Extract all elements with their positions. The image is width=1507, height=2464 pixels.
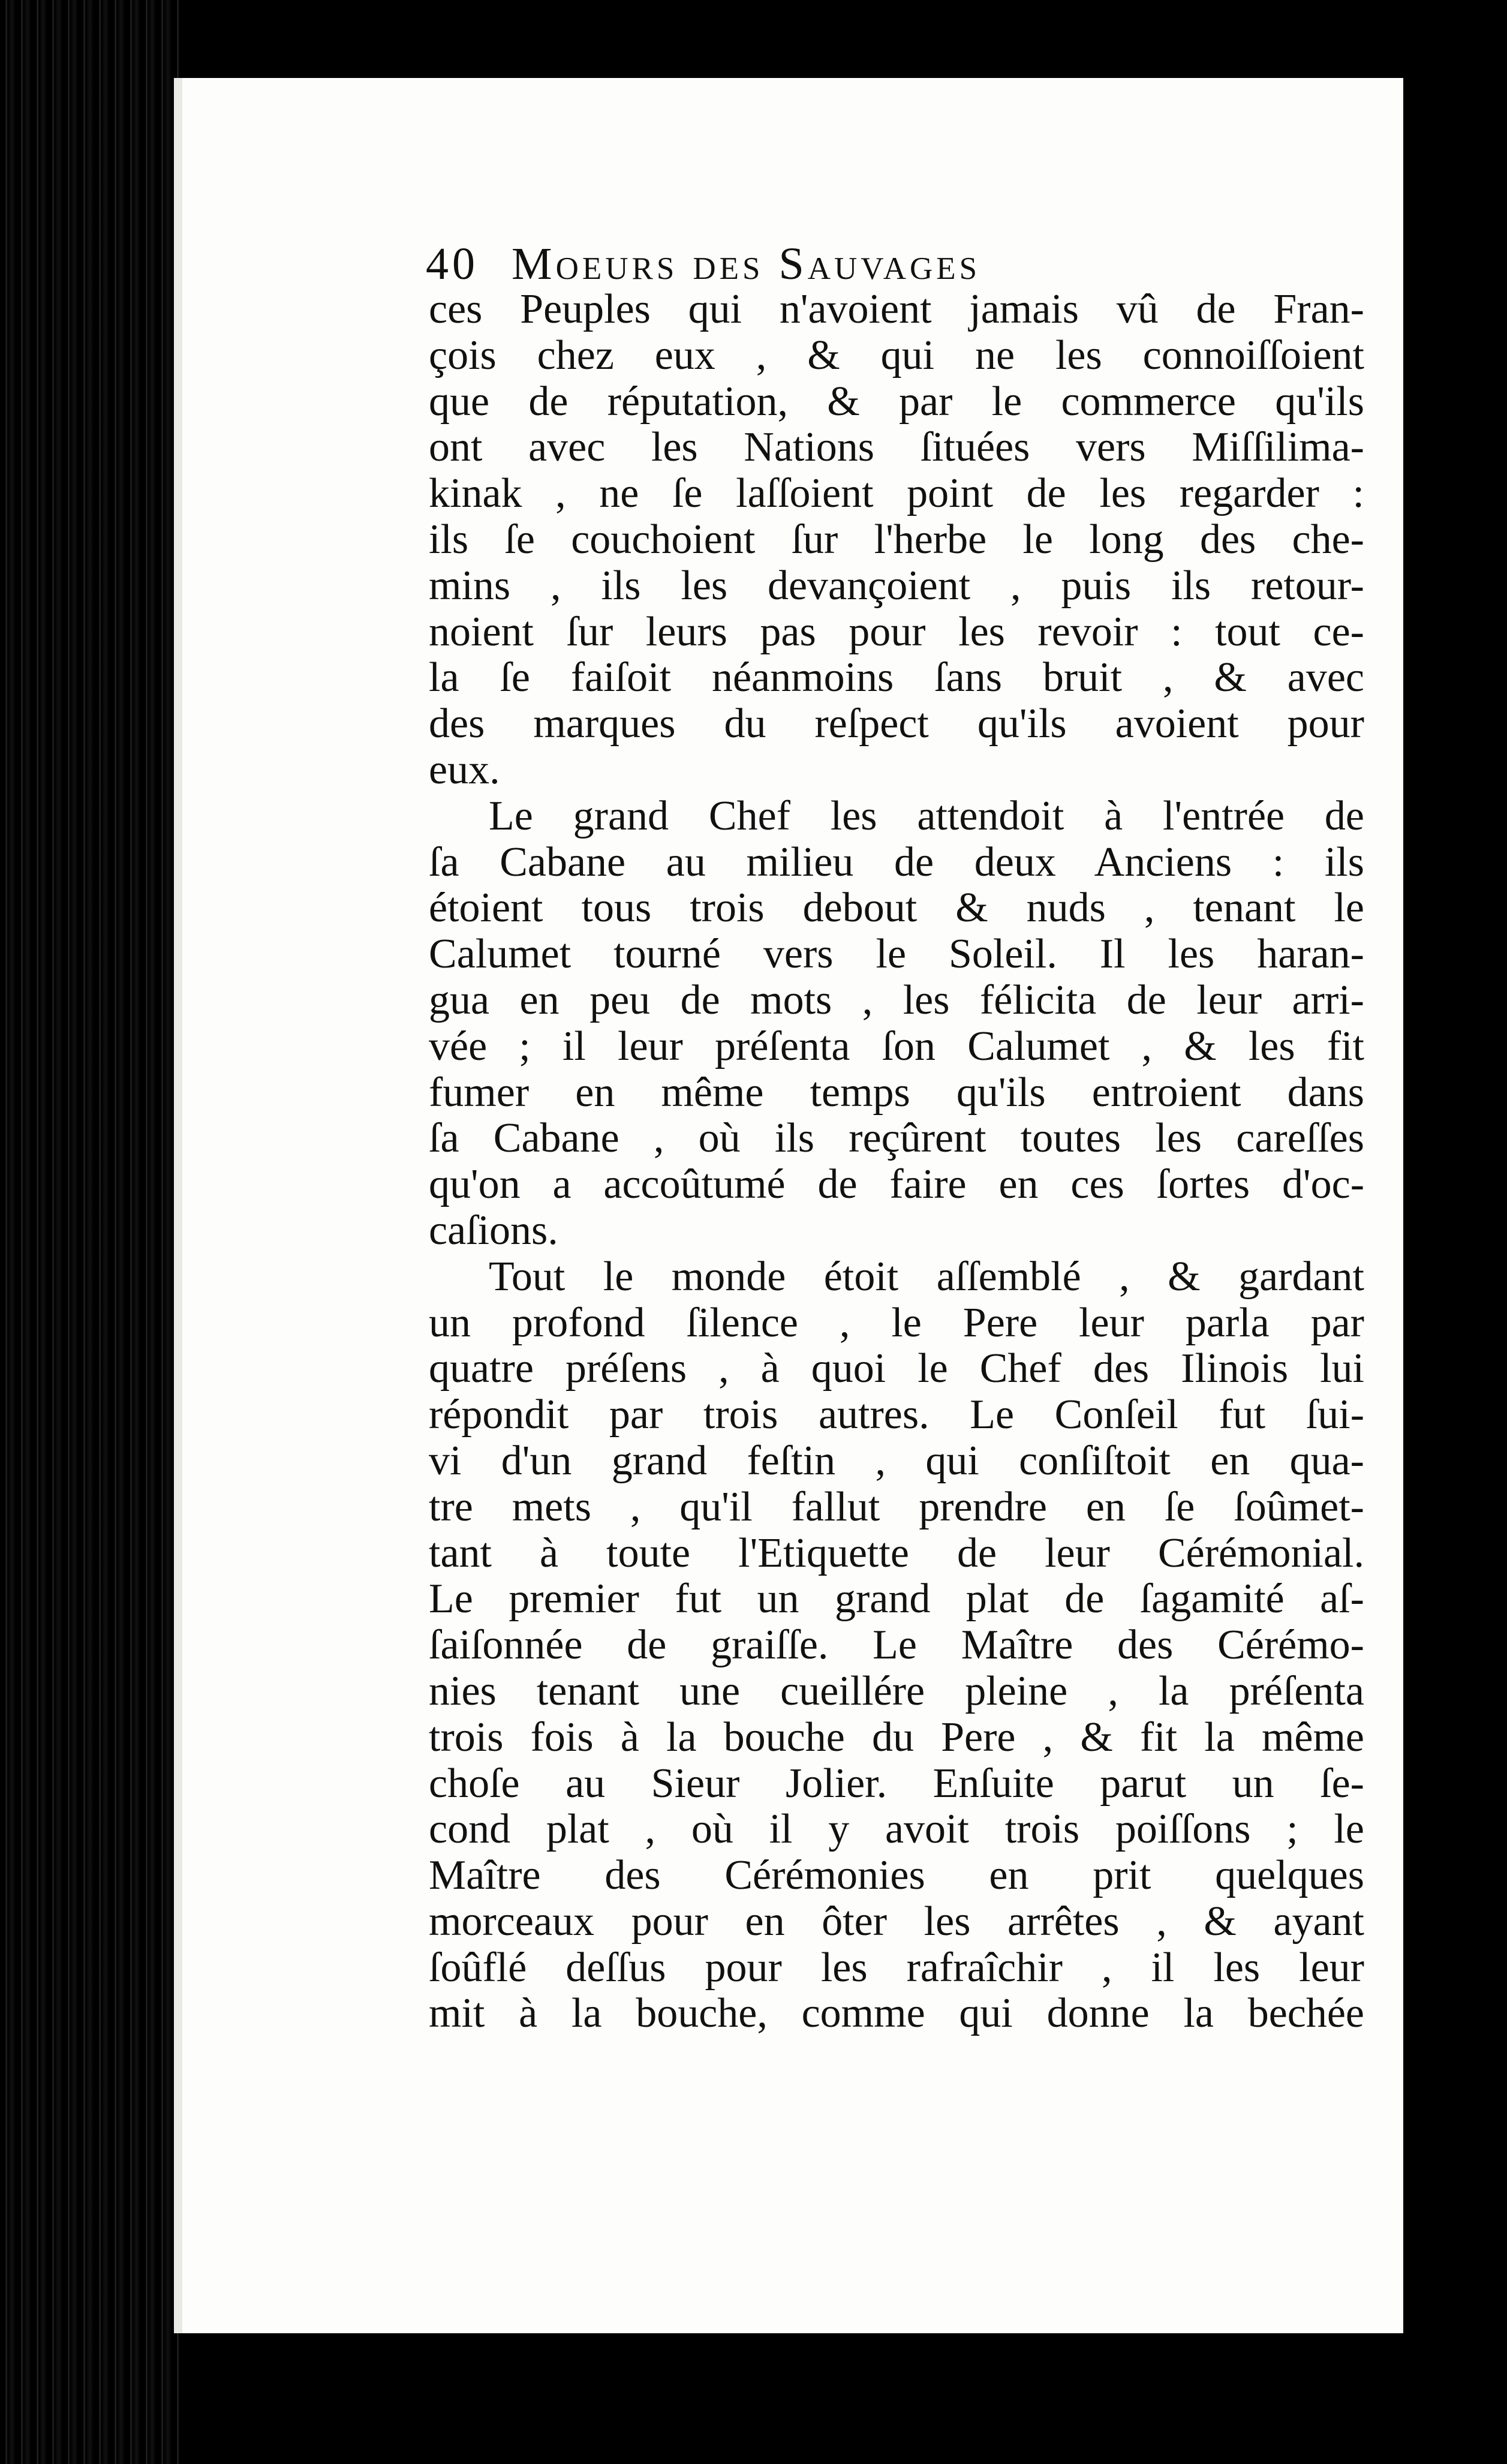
text-line: cond plat , où il y avoit trois poiſſons ; le [429, 1807, 1364, 1853]
page-number: 40 [426, 239, 479, 289]
text-line: ils ſe couchoient ſur l'herbe le long des che- [429, 516, 1364, 563]
text-line: ſoûflé deſſus pour les rafraîchir , il les leur [429, 1945, 1364, 1991]
text-line: Le grand Chef les attendoit à l'entrée de [489, 793, 1364, 839]
text-line: eux. [429, 747, 500, 793]
text-line: tre mets , qu'il fallut prendre en ſe ſoûmet- [429, 1484, 1364, 1530]
text-line: Le premier fut un grand plat de ſagamité aſ- [429, 1576, 1364, 1622]
book-spine-shadow [0, 0, 180, 2464]
text-line: ſaiſonnée de graiſſe. Le Maître des Cérémo- [429, 1622, 1364, 1669]
running-title: Moeurs des Sauvages [512, 239, 981, 289]
text-line: vi d'un grand feſtin , qui conſiſtoit en qua- [429, 1438, 1364, 1484]
text-line: Maître des Cérémonies en prit quelques [429, 1853, 1364, 1899]
text-line: ſa Cabane au milieu de deux Anciens : ils [429, 839, 1364, 885]
text-line: un profond ſilence , le Pere leur parla par [429, 1300, 1364, 1346]
text-line: la ſe faiſoit néanmoins ſans bruit , & avec [429, 655, 1364, 701]
text-line: tant à toute l'Etiquette de leur Cérémonial. [429, 1530, 1364, 1576]
text-line: ſa Cabane , où ils reçûrent toutes les careſſes [429, 1116, 1364, 1162]
text-line: Calumet tourné vers le Soleil. Il les haran- [429, 931, 1364, 978]
text-line: mins , ils les devançoient , puis ils retour- [429, 563, 1364, 609]
text-line: noient ſur leurs pas pour les revoir : tout ce- [429, 609, 1364, 655]
text-line: des marques du reſpect qu'ils avoient pour [429, 701, 1364, 747]
text-line: mit à la bouche, comme qui donne la bechée [429, 1991, 1364, 2037]
text-line: choſe au Sieur Jolier. Enſuite parut un ſe- [429, 1760, 1364, 1807]
body-text [429, 287, 1364, 2037]
text-line: trois fois à la bouche du Pere , & fit la même [429, 1714, 1364, 1760]
text-line: que de réputation, & par le commerce qu'ils [429, 378, 1364, 425]
text-line: étoient tous trois debout & nuds , tenant le [429, 885, 1364, 931]
text-line: caſions. [429, 1207, 558, 1254]
text-line: qu'on a accoûtumé de faire en ces ſortes d'oc- [429, 1162, 1364, 1208]
text-line: répondit par trois autres. Le Conſeil fut ſui- [429, 1392, 1364, 1438]
page-header [426, 237, 1385, 291]
text-line: ont avec les Nations ſituées vers Miſſilima- [429, 425, 1364, 471]
text-line: Tout le monde étoit aſſemblé , & gardant [489, 1254, 1364, 1300]
text-line: çois chez eux , & qui ne les connoiſſoient [429, 332, 1364, 378]
text-line: kinak , ne ſe laſſoient point de les regarder : [429, 471, 1364, 517]
text-line: vée ; il leur préſenta ſon Calumet , & les fit [429, 1023, 1364, 1069]
text-line: morceaux pour en ôter les arrêtes , & ayant [429, 1898, 1364, 1945]
text-line: fumer en même temps qu'ils entroient dans [429, 1069, 1364, 1116]
text-line: gua en peu de mots , les félicita de leur arri- [429, 977, 1364, 1023]
text-line: nies tenant une cueillére pleine , la préſenta [429, 1668, 1364, 1714]
page-edge-shadow [1403, 0, 1507, 2464]
text-line: quatre préſens , à quoi le Chef des Ilinois lui [429, 1346, 1364, 1392]
text-line: ces Peuples qui n'avoient jamais vû de Fran- [429, 287, 1364, 332]
